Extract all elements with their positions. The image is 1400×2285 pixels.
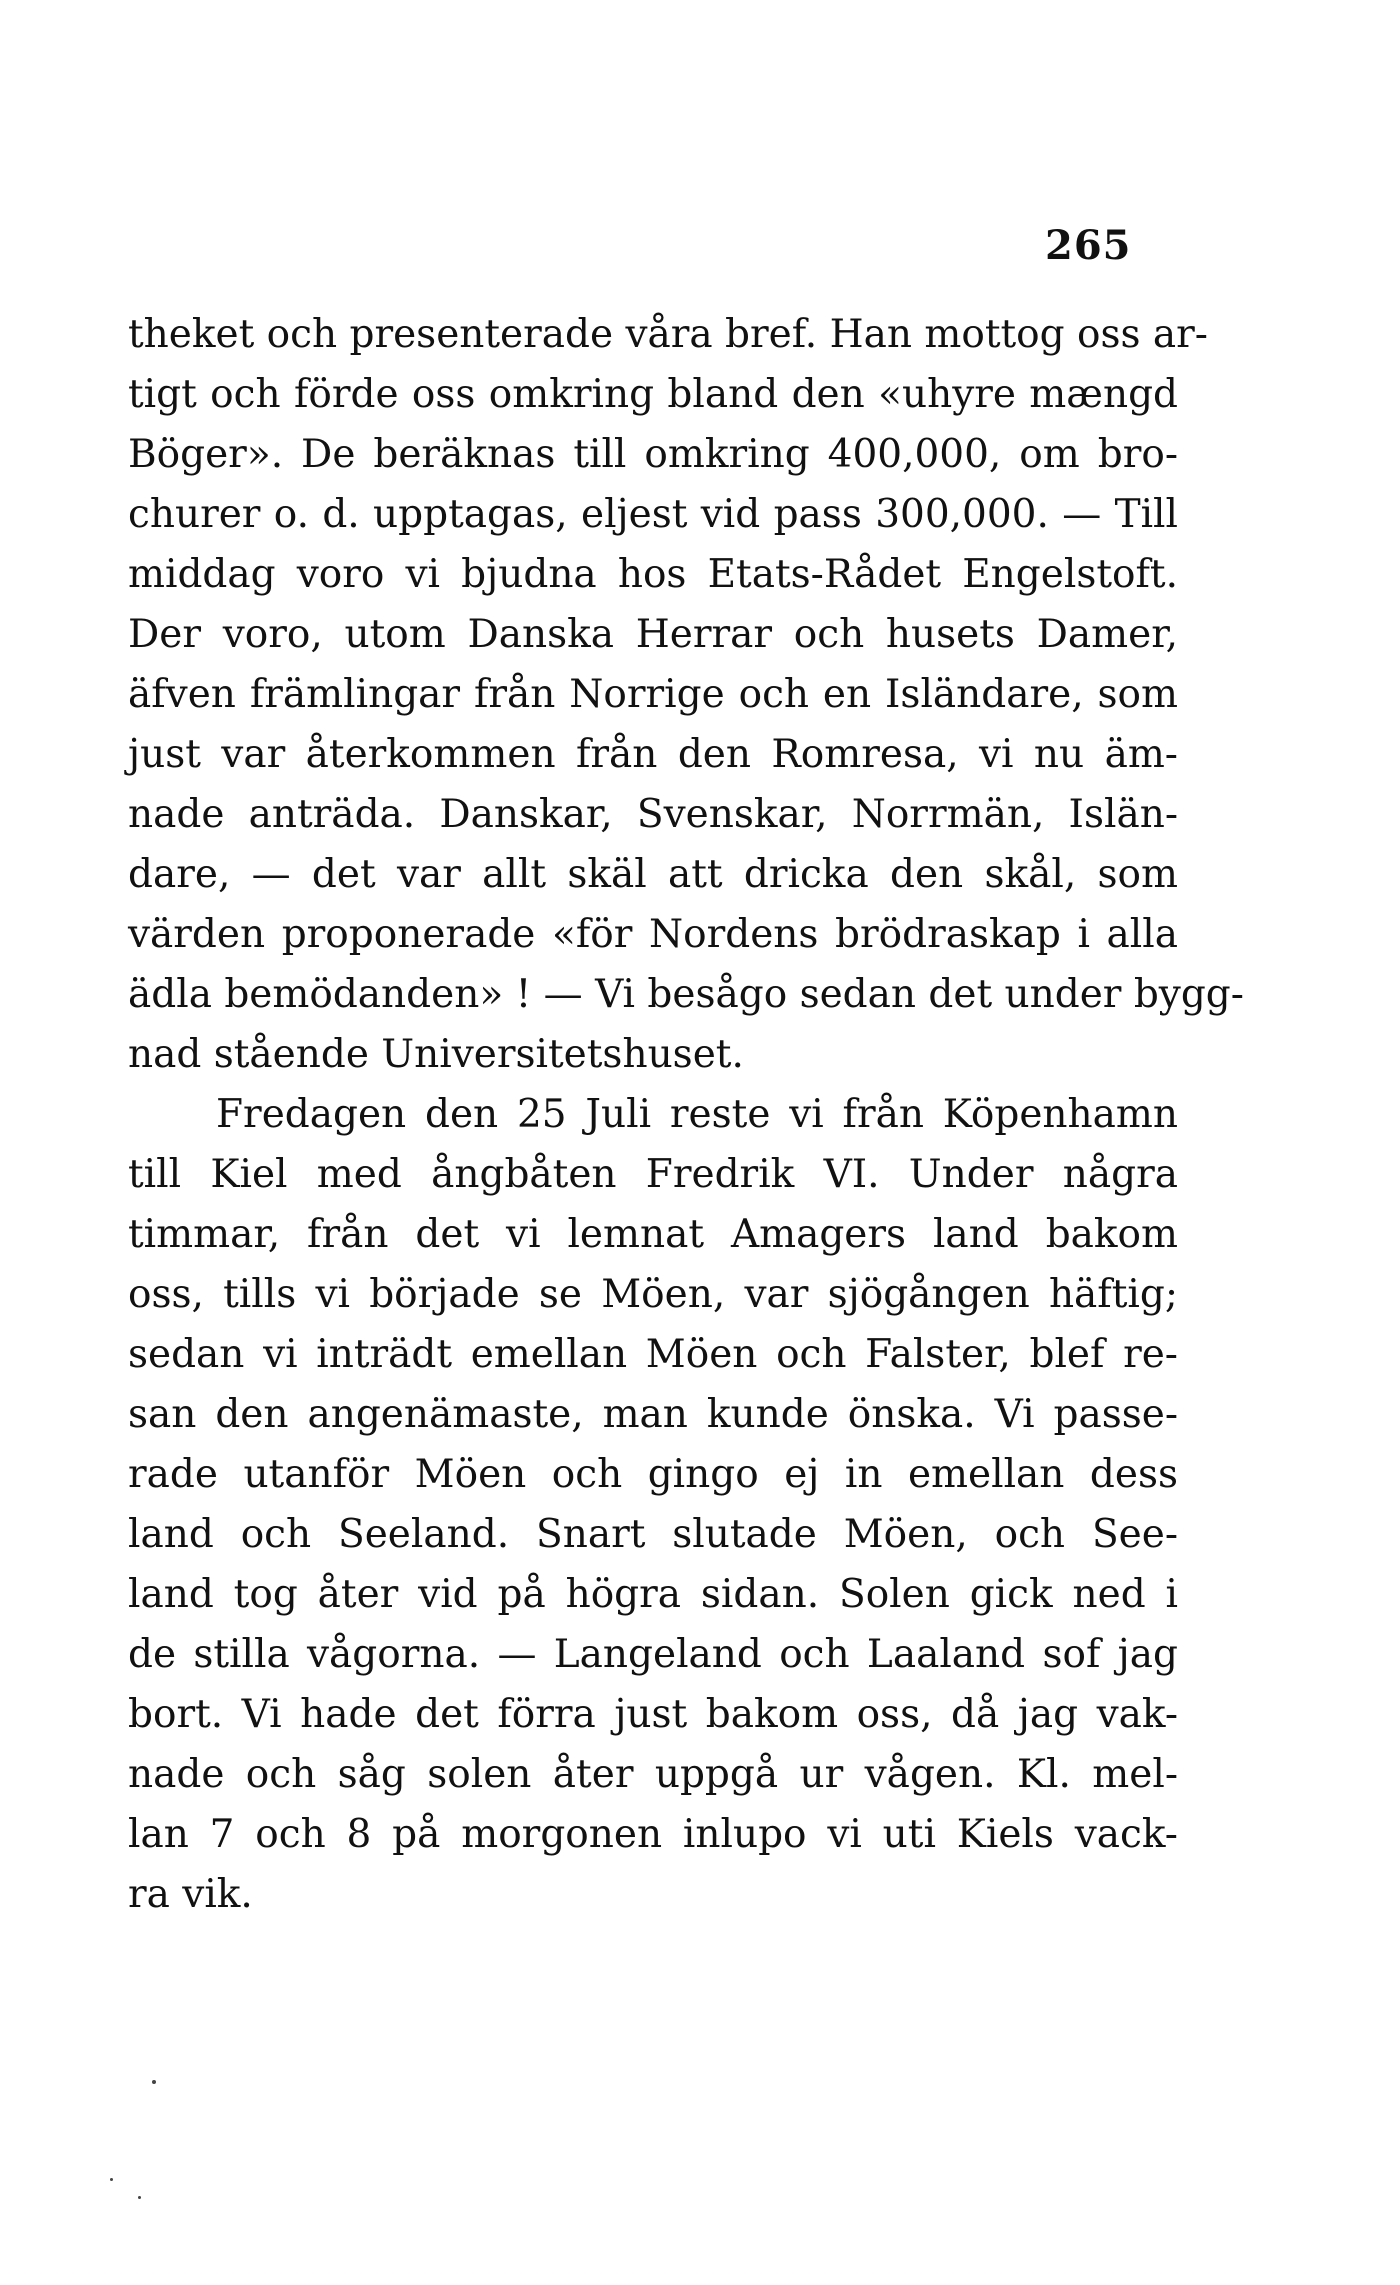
text-line: värden proponerade «för Nordens brödraskap i alla xyxy=(128,912,1178,957)
paragraph xyxy=(128,1085,1178,1925)
text-line: land tog åter vid på högra sidan. Solen gick ned i xyxy=(128,1572,1178,1617)
text-line: de stilla vågorna. — Langeland och Laaland sof jag xyxy=(128,1632,1178,1677)
text-line: middag voro vi bjudna hos Etats-Rådet Engelstoft. xyxy=(128,552,1178,597)
text-line: nade och såg solen åter uppgå ur vågen. Kl. mel- xyxy=(128,1752,1178,1797)
paper-speck xyxy=(152,2080,156,2084)
text-line: Böger». De beräknas till omkring 400,000, om bro- xyxy=(128,432,1178,477)
paragraph xyxy=(128,305,1244,1085)
text-line: theket och presenterade våra bref. Han mottog oss ar- xyxy=(128,312,1208,357)
paper-speck xyxy=(138,2196,141,2199)
text-line: nad stående Universitetshuset. xyxy=(128,1032,744,1077)
page-number: 265 xyxy=(1045,222,1132,269)
text-line: oss, tills vi började se Möen, var sjögången häftig; xyxy=(128,1272,1178,1317)
body-text xyxy=(128,305,1244,1925)
text-line: dare, — det var allt skäl att dricka den skål, som xyxy=(128,852,1178,897)
text-line: bort. Vi hade det förra just bakom oss, då jag vak- xyxy=(128,1692,1178,1737)
text-line: sedan vi inträdt emellan Möen och Falster, blef re- xyxy=(128,1332,1178,1377)
text-line: lan 7 och 8 på morgonen inlupo vi uti Kiels vack- xyxy=(128,1812,1178,1857)
text-line: timmar, från det vi lemnat Amagers land bakom xyxy=(128,1212,1178,1257)
text-line: till Kiel med ångbåten Fredrik VI. Under några xyxy=(128,1152,1178,1197)
text-line: nade anträda. Danskar, Svenskar, Norrmän, Islän- xyxy=(128,792,1178,837)
text-line: ra vik. xyxy=(128,1872,253,1917)
text-line: Fredagen den 25 Juli reste vi från Köpenhamn xyxy=(216,1092,1178,1137)
text-line: ädla bemödanden» ! — Vi besågo sedan det under bygg- xyxy=(128,972,1244,1017)
text-line: Der voro, utom Danska Herrar och husets Damer, xyxy=(128,612,1178,657)
text-line: rade utanför Möen och gingo ej in emellan dess xyxy=(128,1452,1178,1497)
text-line: äfven främlingar från Norrige och en Isländare, som xyxy=(128,672,1178,717)
text-line: san den angenämaste, man kunde önska. Vi passe- xyxy=(128,1392,1178,1437)
text-line: just var återkommen från den Romresa, vi nu äm- xyxy=(128,732,1178,777)
text-line: tigt och förde oss omkring bland den «uhyre mængd xyxy=(128,372,1178,417)
text-line: churer o. d. upptagas, eljest vid pass 300,000. — Till xyxy=(128,492,1178,537)
paper-speck xyxy=(110,2178,113,2181)
text-line: land och Seeland. Snart slutade Möen, och See- xyxy=(128,1512,1178,1557)
